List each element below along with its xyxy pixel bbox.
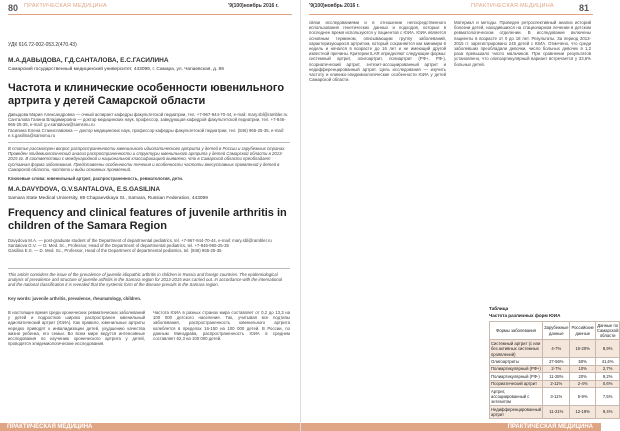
running-header: ПРАКТИЧЕСКАЯ МЕДИЦИНА <box>471 3 555 9</box>
author-info-en <box>8 238 290 254</box>
author-info-item: Santalova G.V. — D. Med. Sc., Professor, Head of the Department of departmental pediatrics, tel. +7-846-965-25-35 <box>8 243 229 249</box>
table-cell: Олигоартриты <box>490 358 543 365</box>
table-row <box>490 388 620 406</box>
author-info-item: Gasilina E.S. — D. Med. Sc., Professor, Head of the Department of departmental pediatrics, tel. (846) 965-25-35 <box>8 248 222 254</box>
table-row <box>490 340 620 358</box>
table-cell: 0,6% <box>595 380 620 387</box>
table-header-row <box>490 322 620 340</box>
divider <box>8 142 290 143</box>
body-column-1: связи исследованиями и в отношении непосредственного использования генетических данных и подходов, которые в последнее время используются у пациентов с ЮИА. ЮИА является основным термином, описывающим группу заболеваний, характеризующихся артритом, который сохраняется как минимум 6 недель и начался в возрасте до 16 лет и не имеющий другой известной причины. Критерии ILAR определяют следующие формы: системный артрит, олигоартрит, полиартрит (РФ+, РФ-), псориатический артрит, энтезит-ассоциированный артрит и недифференцированный артрит. Цель исследования — изучить частоту и клинико-эпидемиологические особенности ЮИА у детей Самарской области. <box>309 20 446 83</box>
header-rule <box>8 14 292 15</box>
affiliation-ru: Самарский государственный медицинский университет, 443099, г. Самара, ул. Чапаевская, д. 89 <box>8 67 224 72</box>
table-cell: 2-4% <box>570 380 595 387</box>
table-cell: Недифференцированный артрит <box>491 406 542 418</box>
authors-en: M.A.DAVYDOVA, G.V.SANTALOVA, E.S.GASILINA <box>8 186 161 193</box>
abstract-ru: В статье рассмотрен вопрос распространенности ювенильного идиопатического артрита у детей в России и зарубежных странах. Проведен эпидемиологический анализ распространенности и структуры ювенильного артрита у детей Самарской области в 2013-2015 гг. В соответствии с международной и национальной классификацией выявлено, что в Самарской области преобладает суставная форма заболевания. Представлены особенности течения и особенности частоты внесуставных проявлений у детей в Самарской области, частота и виды основных проявлений. <box>8 146 286 172</box>
article-title-en: Frequency and clinical features of juvenile arthritis in children of the Samara Region <box>8 207 287 232</box>
table-cell: Артрит, ассоциированный с энтезитом <box>490 388 543 406</box>
page-number: 81 <box>579 3 590 13</box>
table-cell: Полиартикулярный (РФ-) <box>490 373 543 380</box>
right-page <box>300 0 619 431</box>
header-rule <box>309 14 593 15</box>
table-header-cell: Зарубежные данные <box>543 322 570 340</box>
keywords-en: Key words: juvenile arthritis, prevalence, rheumatology, children. <box>8 296 142 301</box>
table-cell: 41,6% <box>595 358 620 365</box>
table-cell: 4-7% <box>543 340 570 358</box>
table-header-cell: Формы заболевания <box>490 322 543 340</box>
table-cell: 2-11% <box>543 380 570 387</box>
keywords-ru: Ключевые слова: ювенильный артрит, распространенность, ревматология, дети. <box>8 176 184 181</box>
table-cell: 8,9% <box>595 340 620 358</box>
udk-code: УДК 616.72-002-053.2(470.43) <box>8 42 77 48</box>
table-title: Таблица <box>489 306 509 311</box>
table-cell: 10-20% <box>570 340 595 358</box>
table-cell: 10% <box>570 365 595 372</box>
author-info-item: Санталова Галина Владимировна — доктор медицинских наук, профессор, заведующая кафедрой факультетской педиатрии, тел. +7-846-965-25-35, e-mail: g.v.santalova@samsmu.ru <box>8 117 286 128</box>
table-cell: Полиартикулярный (РФ+) <box>491 366 541 372</box>
divider <box>8 268 290 269</box>
table-cell: Псориатический артрит <box>490 380 543 387</box>
author-info-item: Гасилина Елена Станиславовна — доктор медицинских наук, профессор кафедры факультетской педиатрии, тел. (846) 965-25-35, e-mail: e.s.gasilina@samsmu.ru <box>8 127 284 138</box>
issue-date: '9(100)ноябрь 2016 г. <box>228 3 279 9</box>
table-cell: 5-9% <box>570 388 595 406</box>
author-info-item: Davydova M.A. — post-graduate student of the Department of departmental pediatrics, tel. +7-967-944-70-44, e-mail: mary.sbl@rambler.ru <box>8 238 272 243</box>
table-header-cell: Данные по Самарской области <box>596 322 619 339</box>
table-cell: 2,7% <box>595 365 620 372</box>
left-page <box>0 0 300 431</box>
issue-date: '9(100)ноябрь 2016 г. <box>309 3 360 9</box>
table-row <box>490 406 620 419</box>
table-row <box>490 358 620 365</box>
table-cell: 9,2% <box>595 373 620 380</box>
table-header-cell: Российские данные <box>570 322 595 340</box>
article-title-ru: Частота и клинические особенности ювенильного артрита у детей Самарской области <box>8 82 285 107</box>
footer-label: ПРАКТИЧЕСКАЯ МЕДИЦИНА <box>507 424 593 430</box>
table-cell: 27-56% <box>543 358 570 365</box>
table-cell: 9,4% <box>595 406 620 419</box>
table-cell: 2-7% <box>543 365 570 372</box>
table-cell: 50% <box>570 358 595 365</box>
table-cell: 7,5% <box>595 388 620 406</box>
table-row <box>490 380 620 387</box>
table-cell: 3-11% <box>543 388 570 406</box>
table-row <box>490 365 620 372</box>
author-info-item: Давыдова Мария Александровна — очный аспирант кафедры факультетской педиатрии, тел. +7-967-944-70-44, e-mail: mary.sbl@rambler.ru <box>8 112 288 117</box>
table-caption: Частота различных форм ЮИА <box>489 313 561 318</box>
abstract-en: This article considers the issue of the prevalence of juvenile idiopathic arthritis in children in Russia and foreign countries. The epidemiological analysis of prevalence and structure of juvenile arthritis in the Samara region for 2013-2015 was carried out. In accordance with the international and the national classification it is revealed that the systemic form of the disease prevails in the Samara region. <box>8 272 282 288</box>
body-column-2: Частота ЮИА в разных странах мира составляет от 0,2 до 13,3 на 100 000 детского населения. Так, учитывая все подтипы заболевания, распространенность ювенильного артрита колеблется в пределах 16-150 на 100 000 детей. В России, по данным Минздрава, распространенность ЮИА в среднем составляет 62,3 на 100 000 детей. <box>153 310 290 342</box>
authors-ru: М.А.ДАВЫДОВА, Г.Д.САНТАЛОВА, Е.С.ГАСИЛИНА <box>8 57 169 64</box>
footer-label: ПРАКТИЧЕСКАЯ МЕДИЦИНА <box>7 424 93 430</box>
page-number: 80 <box>8 3 19 13</box>
affiliation-en: Samara State Medical University, 89 Chapaevskaya St., Samara, Russian Federation, 443099 <box>8 196 208 201</box>
body-column-1: В настоящее время среди хронических ревматических заболеваний у детей и подростков широко распространен ювенильный идиопатический артрит (ЮИА). Как правило, ювенильные артриты нередко приводят к инвалидизации детей, ухудшению качества жизни ребенка, его семьи. Во всем мире ведутся интенсивные исследования по изучению хронического артрита у детей, проводятся эпидемиологические исследования. <box>8 310 145 347</box>
arthritis-forms-table <box>489 321 620 419</box>
table-cell: 12-19% <box>570 406 595 419</box>
table-cell: 11-21% <box>543 406 570 419</box>
body-column-2: Материал и методы. Проведен ретроспективный анализ историй болезни детей, находившихся на стационарном лечении в детском ревматологическом отделении. В исследование включены пациенты в возрасте от 0 до 18 лет. Результаты. За период 2013-2015 гг. зарегистрировано 245 детей с ЮИА. Отмечено, что среди заболевших преобладали девочки, число больных девочек в 1,2 раза превышало число мальчиков. При сравнении результатов установлено, что олигоартикулярный вариант встречается у 33,6% больных детей. <box>454 20 591 67</box>
author-info-ru <box>8 112 290 138</box>
table-cell: 20% <box>570 373 595 380</box>
table-cell: Системный артрит (с или без активных системных проявлений) <box>490 340 543 358</box>
table-row <box>490 373 620 380</box>
table-cell: 11-28% <box>543 373 570 380</box>
running-header: ПРАКТИЧЕСКАЯ МЕДИЦИНА <box>24 3 108 9</box>
